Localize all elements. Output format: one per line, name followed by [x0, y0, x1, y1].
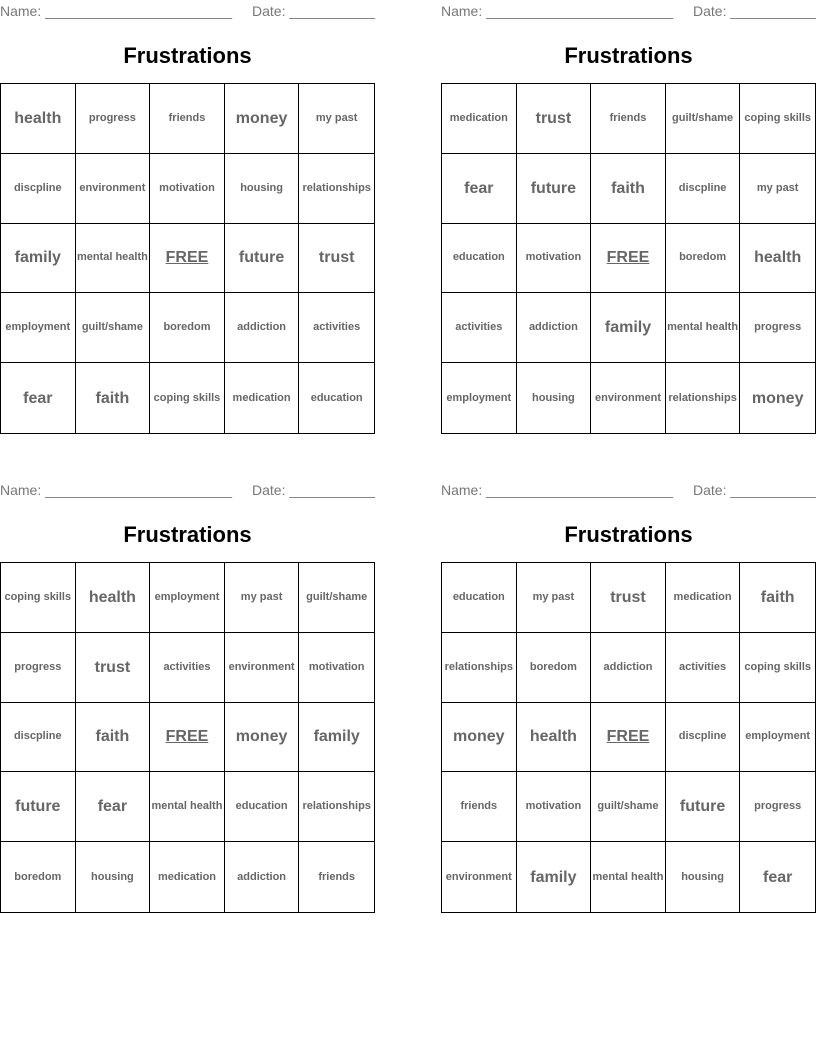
bingo-cell: addiction [517, 293, 592, 363]
bingo-cell: medication [442, 84, 517, 154]
bingo-cell: my past [517, 563, 592, 633]
bingo-cell: employment [1, 293, 76, 363]
bingo-cell: my past [225, 563, 300, 633]
bingo-cell: education [442, 563, 517, 633]
bingo-grid [441, 83, 816, 434]
bingo-cell: discpline [1, 703, 76, 773]
bingo-cell: health [517, 703, 592, 773]
bingo-cell: activities [150, 633, 225, 703]
bingo-cell: guilt/shame [299, 563, 374, 633]
bingo-cell: motivation [517, 224, 592, 294]
bingo-cell: family [299, 703, 374, 773]
bingo-cell: faith [740, 563, 815, 633]
bingo-cell: friends [442, 772, 517, 842]
bingo-cell: friends [318, 870, 356, 883]
bingo-cell: money [225, 703, 300, 773]
bingo-cell: trust [299, 224, 374, 294]
card-title: Frustrations [123, 43, 252, 68]
bingo-cell: coping skills [740, 633, 815, 703]
bingo-cell: friends [150, 84, 225, 154]
bingo-cell: trust [76, 633, 151, 703]
bingo-cell: fear [442, 154, 517, 224]
card-title: Frustrations [564, 522, 693, 547]
bingo-cell: environment [442, 842, 517, 912]
bingo-cell: motivation [150, 154, 225, 224]
free-space-cell: FREE [591, 224, 666, 294]
bingo-cell: faith [76, 703, 151, 773]
bingo-cell: progress [1, 633, 76, 703]
bingo-cell: progress [740, 772, 815, 842]
bingo-cell: housing [76, 842, 151, 912]
bingo-cell: addiction [225, 842, 300, 912]
bingo-cell: guilt/shame [76, 293, 151, 363]
card-title: Frustrations [564, 43, 693, 68]
bingo-cell: education [310, 391, 363, 404]
bingo-cell: guilt/shame [666, 84, 741, 154]
header-line [0, 482, 375, 500]
bingo-cell: faith [76, 363, 151, 433]
bingo-cell: relationships [442, 633, 517, 703]
date-field-label: Date: ___________ [252, 482, 375, 498]
free-space-cell: FREE [591, 703, 666, 773]
bingo-cell: friends [591, 84, 666, 154]
date-field-label: Date: ___________ [252, 3, 375, 19]
bingo-cell: family [1, 224, 76, 294]
bingo-cell: education [442, 224, 517, 294]
bingo-cell: addiction [591, 633, 666, 703]
bingo-cell: employment [150, 563, 225, 633]
bingo-cell: mental health [591, 842, 666, 912]
free-space-cell: FREE [150, 224, 225, 294]
bingo-cell: fear [76, 772, 151, 842]
bingo-cell: boredom [150, 293, 225, 363]
name-field-label: Name: ________________________ [441, 3, 673, 19]
bingo-cell: motivation [517, 772, 592, 842]
bingo-cell: faith [591, 154, 666, 224]
bingo-cell: boredom [517, 633, 592, 703]
bingo-cell: activities [666, 633, 741, 703]
bingo-cell: money [751, 389, 804, 407]
bingo-cell: health [1, 84, 76, 154]
bingo-cell: mental health [150, 772, 225, 842]
card-title: Frustrations [123, 522, 252, 547]
bingo-cell: future [1, 772, 76, 842]
bingo-cell: activities [442, 293, 517, 363]
bingo-grid [441, 562, 816, 913]
bingo-cell: relationships [299, 154, 374, 224]
bingo-cell: housing [517, 363, 592, 433]
bingo-cell: my past [299, 84, 374, 154]
bingo-cell: money [442, 703, 517, 773]
bingo-cell: motivation [299, 633, 374, 703]
bingo-cell: housing [666, 842, 741, 912]
bingo-cell: progress [76, 84, 151, 154]
bingo-cell: future [517, 154, 592, 224]
bingo-grid [0, 562, 375, 913]
bingo-cell: trust [591, 563, 666, 633]
bingo-cell: relationships [666, 363, 741, 433]
bingo-cell: future [225, 224, 300, 294]
name-field-label: Name: ________________________ [0, 3, 232, 19]
bingo-cell: family [591, 293, 666, 363]
bingo-cell: health [740, 224, 815, 294]
bingo-cell: coping skills [150, 363, 225, 433]
bingo-cell: discpline [666, 703, 741, 773]
bingo-cell: future [666, 772, 741, 842]
free-space-cell: FREE [150, 703, 225, 773]
bingo-cell: housing [225, 154, 300, 224]
bingo-cell: health [76, 563, 151, 633]
bingo-cell: environment [76, 154, 151, 224]
bingo-cell: environment [591, 363, 666, 433]
header-line [441, 482, 816, 500]
bingo-cell: relationships [299, 772, 374, 842]
bingo-cell: discpline [1, 154, 76, 224]
bingo-cell: mental health [76, 224, 151, 294]
bingo-cell: medication [225, 363, 300, 433]
bingo-grid [0, 83, 375, 434]
bingo-cell: fear [1, 363, 76, 433]
bingo-cell: education [225, 772, 300, 842]
bingo-cell: my past [740, 154, 815, 224]
header-line [0, 3, 375, 21]
bingo-cell: coping skills [740, 84, 815, 154]
bingo-cell: medication [666, 563, 741, 633]
bingo-cell: employment [740, 703, 815, 773]
bingo-cell: progress [740, 293, 815, 363]
name-field-label: Name: ________________________ [441, 482, 673, 498]
date-field-label: Date: ___________ [693, 482, 816, 498]
bingo-cell: mental health [666, 293, 741, 363]
bingo-cell: environment [225, 633, 300, 703]
bingo-cell: coping skills [1, 563, 76, 633]
bingo-cell: discpline [666, 154, 741, 224]
bingo-cell: addiction [225, 293, 300, 363]
bingo-cell: boredom [1, 842, 76, 912]
bingo-cell: activities [299, 293, 374, 363]
header-line [441, 3, 816, 21]
bingo-cell: medication [150, 842, 225, 912]
name-field-label: Name: ________________________ [0, 482, 232, 498]
bingo-cell: fear [763, 868, 793, 886]
bingo-cell: employment [442, 363, 517, 433]
bingo-cell: trust [517, 84, 592, 154]
bingo-cell: guilt/shame [591, 772, 666, 842]
date-field-label: Date: ___________ [693, 3, 816, 19]
bingo-cell: money [225, 84, 300, 154]
bingo-cell: boredom [666, 224, 741, 294]
bingo-cell: family [517, 842, 592, 912]
